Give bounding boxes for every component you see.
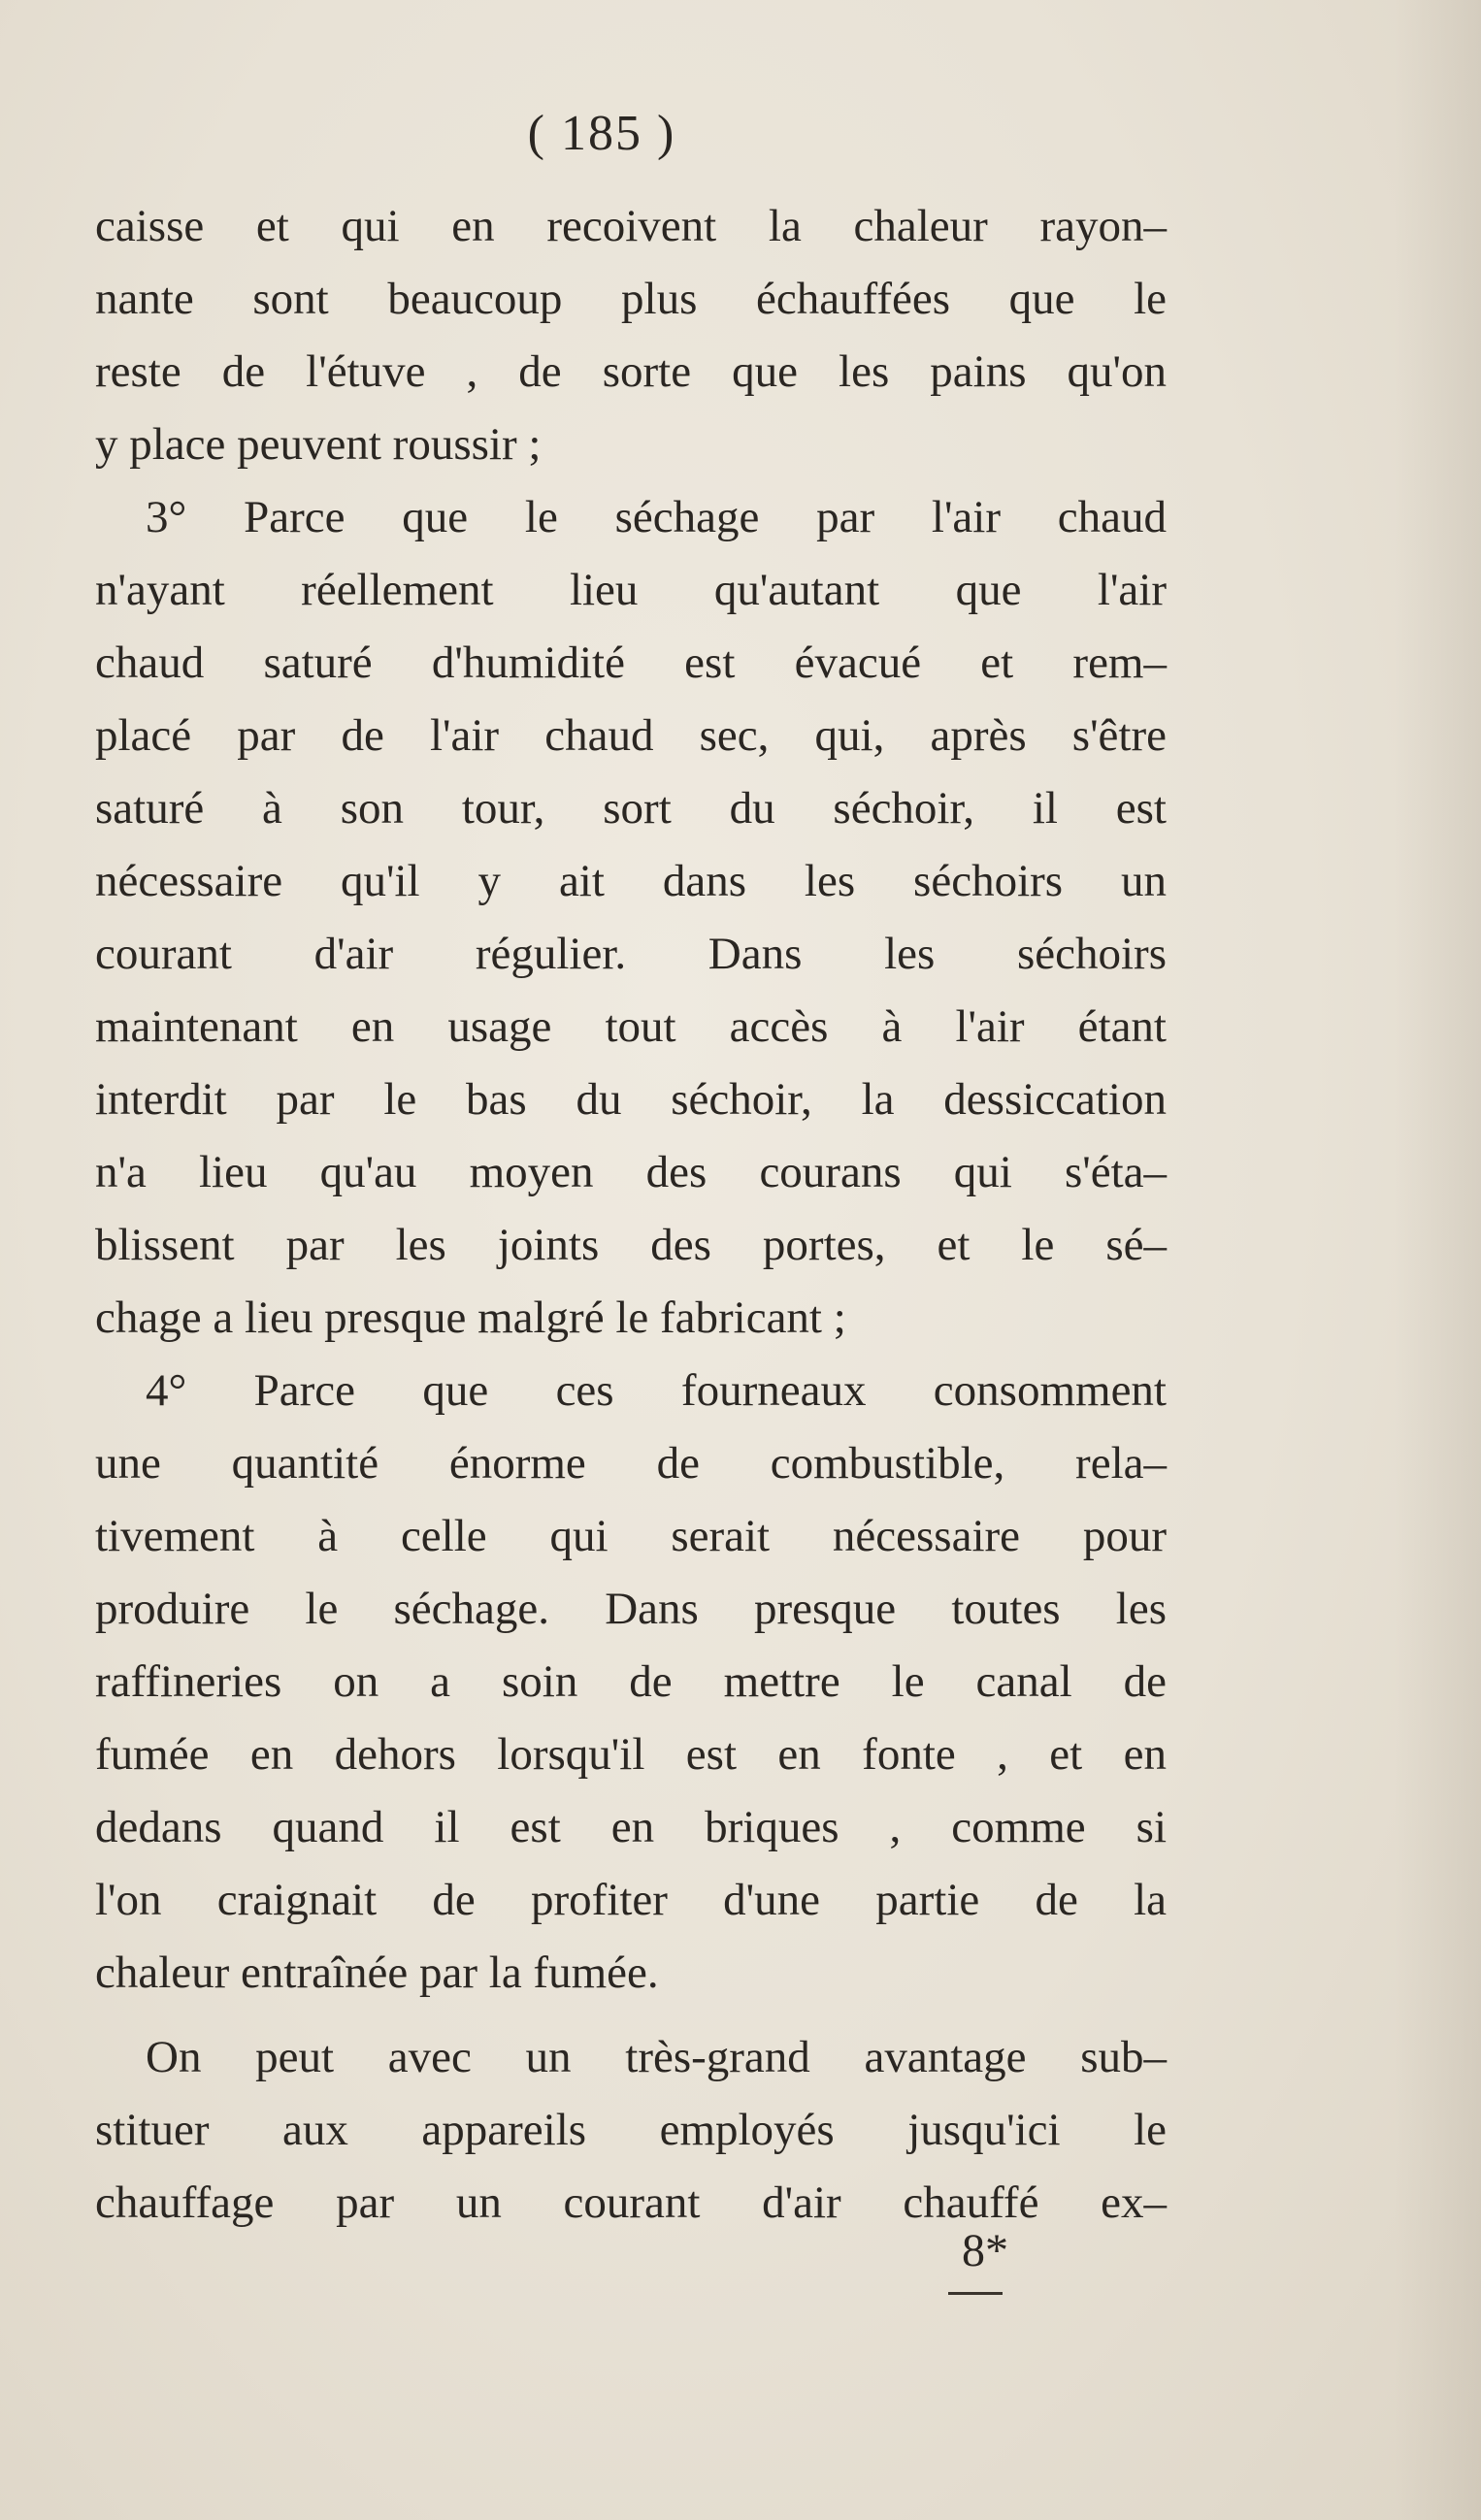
text-line: placé par de l'air chaud sec, qui, après s'être [95, 710, 1167, 761]
text-line: chaleur entraînée par la fumée. [95, 1947, 659, 1998]
text-line: raffineries on a soin de mettre le canal de [95, 1656, 1167, 1707]
text-line: On peut avec un très-grand avantage sub– [146, 2032, 1167, 2082]
text-line: 4° Parce que ces fourneaux consomment [146, 1365, 1167, 1416]
text-line: chage a lieu presque malgré le fabricant ; [95, 1293, 846, 1343]
text-line: tivement à celle qui serait nécessaire pour [95, 1511, 1167, 1561]
signature-underline [948, 2282, 1003, 2295]
paragraph-gap [95, 2010, 1167, 2021]
text-line: blissent par les joints des portes, et le sé– [95, 1220, 1167, 1270]
text-line: chaud saturé d'humidité est évacué et rem– [95, 638, 1167, 688]
text-line: une quantité énorme de combustible, rela– [95, 1438, 1167, 1489]
text-line: caisse et qui en recoivent la chaleur rayon– [95, 201, 1167, 251]
text-line: chauffage par un courant d'air chauffé ex– [95, 2177, 1167, 2228]
text-line: nante sont beaucoup plus échauffées que le [95, 274, 1167, 324]
body-text [95, 190, 1167, 2240]
signature-mark: 8* [962, 2225, 1008, 2276]
text-line: courant d'air régulier. Dans les séchoirs [95, 929, 1167, 979]
text-line: n'ayant réellement lieu qu'autant que l'air [95, 565, 1167, 615]
text-line: interdit par le bas du séchoir, la dessiccation [95, 1074, 1167, 1125]
text-line: l'on craignait de profiter d'une partie de la [95, 1875, 1167, 1925]
text-line: dedans quand il est en briques , comme si [95, 1802, 1167, 1852]
text-line: stituer aux appareils employés jusqu'ici le [95, 2105, 1167, 2155]
text-line: fumée en dehors lorsqu'il est en fonte , et en [95, 1729, 1167, 1780]
text-line: n'a lieu qu'au moyen des courans qui s'éta– [95, 1147, 1167, 1197]
text-line: saturé à son tour, sort du séchoir, il est [95, 783, 1167, 834]
page-number: ( 185 ) [527, 106, 676, 161]
text-line: maintenant en usage tout accès à l'air étant [95, 1001, 1167, 1052]
text-line: nécessaire qu'il y ait dans les séchoirs un [95, 856, 1167, 906]
text-line: reste de l'étuve , de sorte que les pains qu'on [95, 346, 1167, 397]
page-edge-shadow [1394, 0, 1481, 2520]
text-line: y place peuvent roussir ; [95, 419, 542, 470]
text-line: produire le séchage. Dans presque toutes les [95, 1584, 1167, 1634]
text-line: 3° Parce que le séchage par l'air chaud [146, 492, 1167, 542]
